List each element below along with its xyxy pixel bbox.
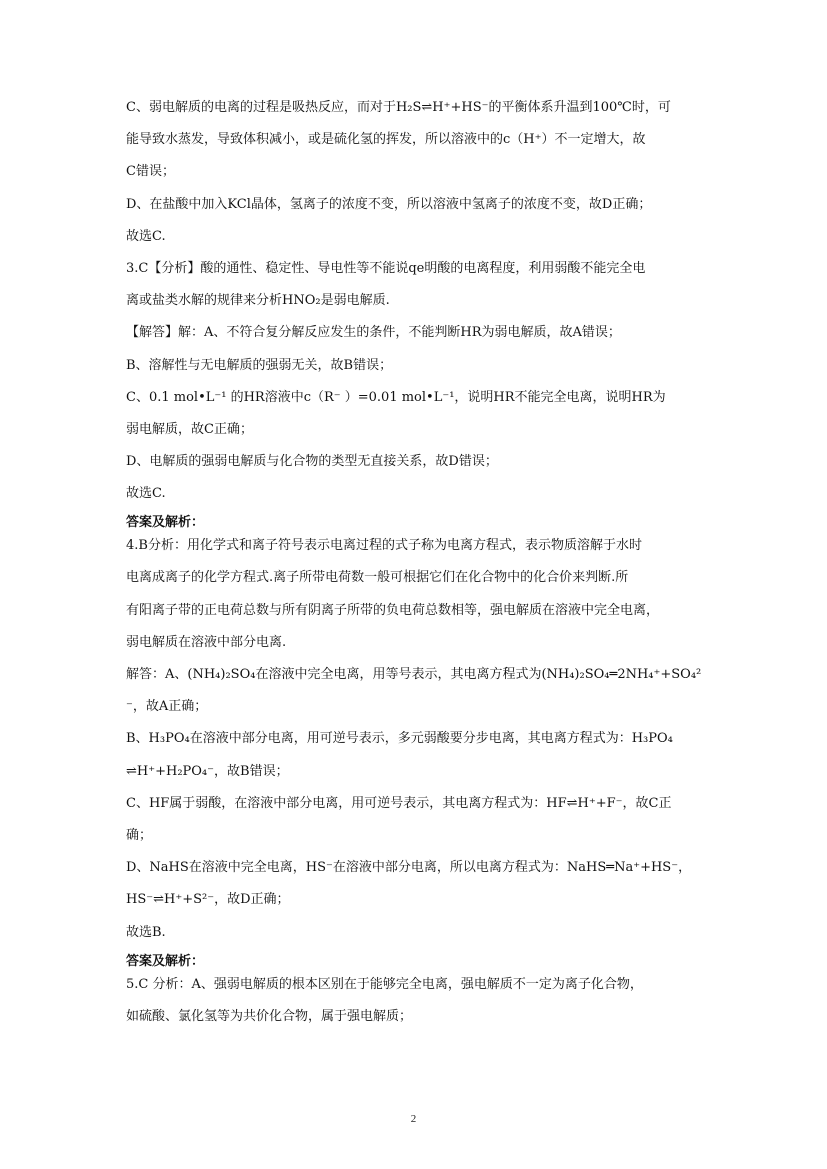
page-number: 2 <box>410 1113 417 1125</box>
text-line: 电离成离子的化学方程式.离子所带电荷数一般可根据它们在化合物中的化合价来判断.所 <box>126 570 629 586</box>
text-line: B、H₃PO₄在溶液中部分电离，用可逆号表示，多元弱酸要分步电离，其电离方程式为：H₃PO₄ <box>126 731 673 747</box>
text-line: 弱电解质，故C正确； <box>126 421 253 437</box>
text-line: ⁻，故A正确； <box>126 699 208 715</box>
section-heading: 答案及解析： <box>126 515 205 531</box>
text-line: 【解答】解：A、不符合复分解反应发生的条件，不能判断HR为弱电解质，故A错误； <box>126 325 621 341</box>
section-heading: 答案及解析： <box>126 953 205 969</box>
text-line: C错误； <box>126 164 175 180</box>
text-line: 故选C. <box>126 228 166 244</box>
text-line: C、弱电解质的电离的过程是吸热反应，而对于H₂S⇌H⁺+HS⁻的平衡体系升温到100℃时，可 <box>126 100 671 115</box>
page-body <box>126 98 706 1039</box>
text-line: 故选B. <box>126 924 166 940</box>
text-line: 弱电解质在溶液中部分电离. <box>126 634 287 650</box>
text-line: HS⁻⇌H⁺+S²⁻，故D正确； <box>126 892 290 908</box>
text-line: B、溶解性与无电解质的强弱无关，故B错误； <box>126 357 393 373</box>
text-line: D、在盐酸中加入KCl晶体，氢离子的浓度不变，所以溶液中氢离子的浓度不变，故D正确； <box>126 196 652 212</box>
text-line: 故选C. <box>126 486 166 502</box>
text-line: 离或盐类水解的规律来分析HNO₂是弱电解质. <box>126 293 390 309</box>
text-line: ⇌H⁺+H₂PO₄⁻，故B错误； <box>126 763 289 779</box>
text-line: D、电解质的强弱电解质与化合物的类型无直接关系，故D错误； <box>126 454 498 470</box>
text-line: 解答：A、(NH₄)₂SO₄在溶液中完全电离，用等号表示，其电离方程式为(NH₄)₂SO₄═2NH₄⁺+SO₄² <box>126 667 702 682</box>
text-line: 能导致水蒸发，导致体积减小，或是硫化氢的挥发，所以溶液中的c（H⁺）不一定增大，故 <box>126 132 646 148</box>
text-line: C、HF属于弱酸，在溶液中部分电离，用可逆号表示，其电离方程式为：HF⇌H⁺+F⁻，故C正 <box>126 795 672 811</box>
text-line: 4.B分析：用化学式和离子符号表示电离过程的式子称为电离方程式，表示物质溶解于水时 <box>126 538 642 554</box>
text-line: 3.C【分析】酸的通性、稳定性、导电性等不能说qe明酸的电离程度，利用弱酸不能完全电 <box>126 260 646 276</box>
text-line: 5.C 分析：A、强弱电解质的根本区别在于能够完全电离，强电解质不一定为离子化合物， <box>126 976 643 992</box>
text-line: 有阳离子带的正电荷总数与所有阴离子所带的负电荷总数相等，强电解质在溶液中完全电离， <box>126 602 660 618</box>
text-line: D、NaHS在溶液中完全电离，HS⁻在溶液中部分电离，所以电离方程式为：NaHS═Na⁺+HS⁻， <box>126 860 692 876</box>
text-line: C、0.1 mol•L⁻¹ 的HR溶液中c（R⁻ ）=0.01 mol•L⁻¹，说明HR不能完全电离，说明HR为 <box>126 389 666 405</box>
text-line: 确； <box>126 827 153 843</box>
text-line: 如硫酸、氯化氢等为共价化合物，属于强电解质； <box>126 1008 413 1024</box>
